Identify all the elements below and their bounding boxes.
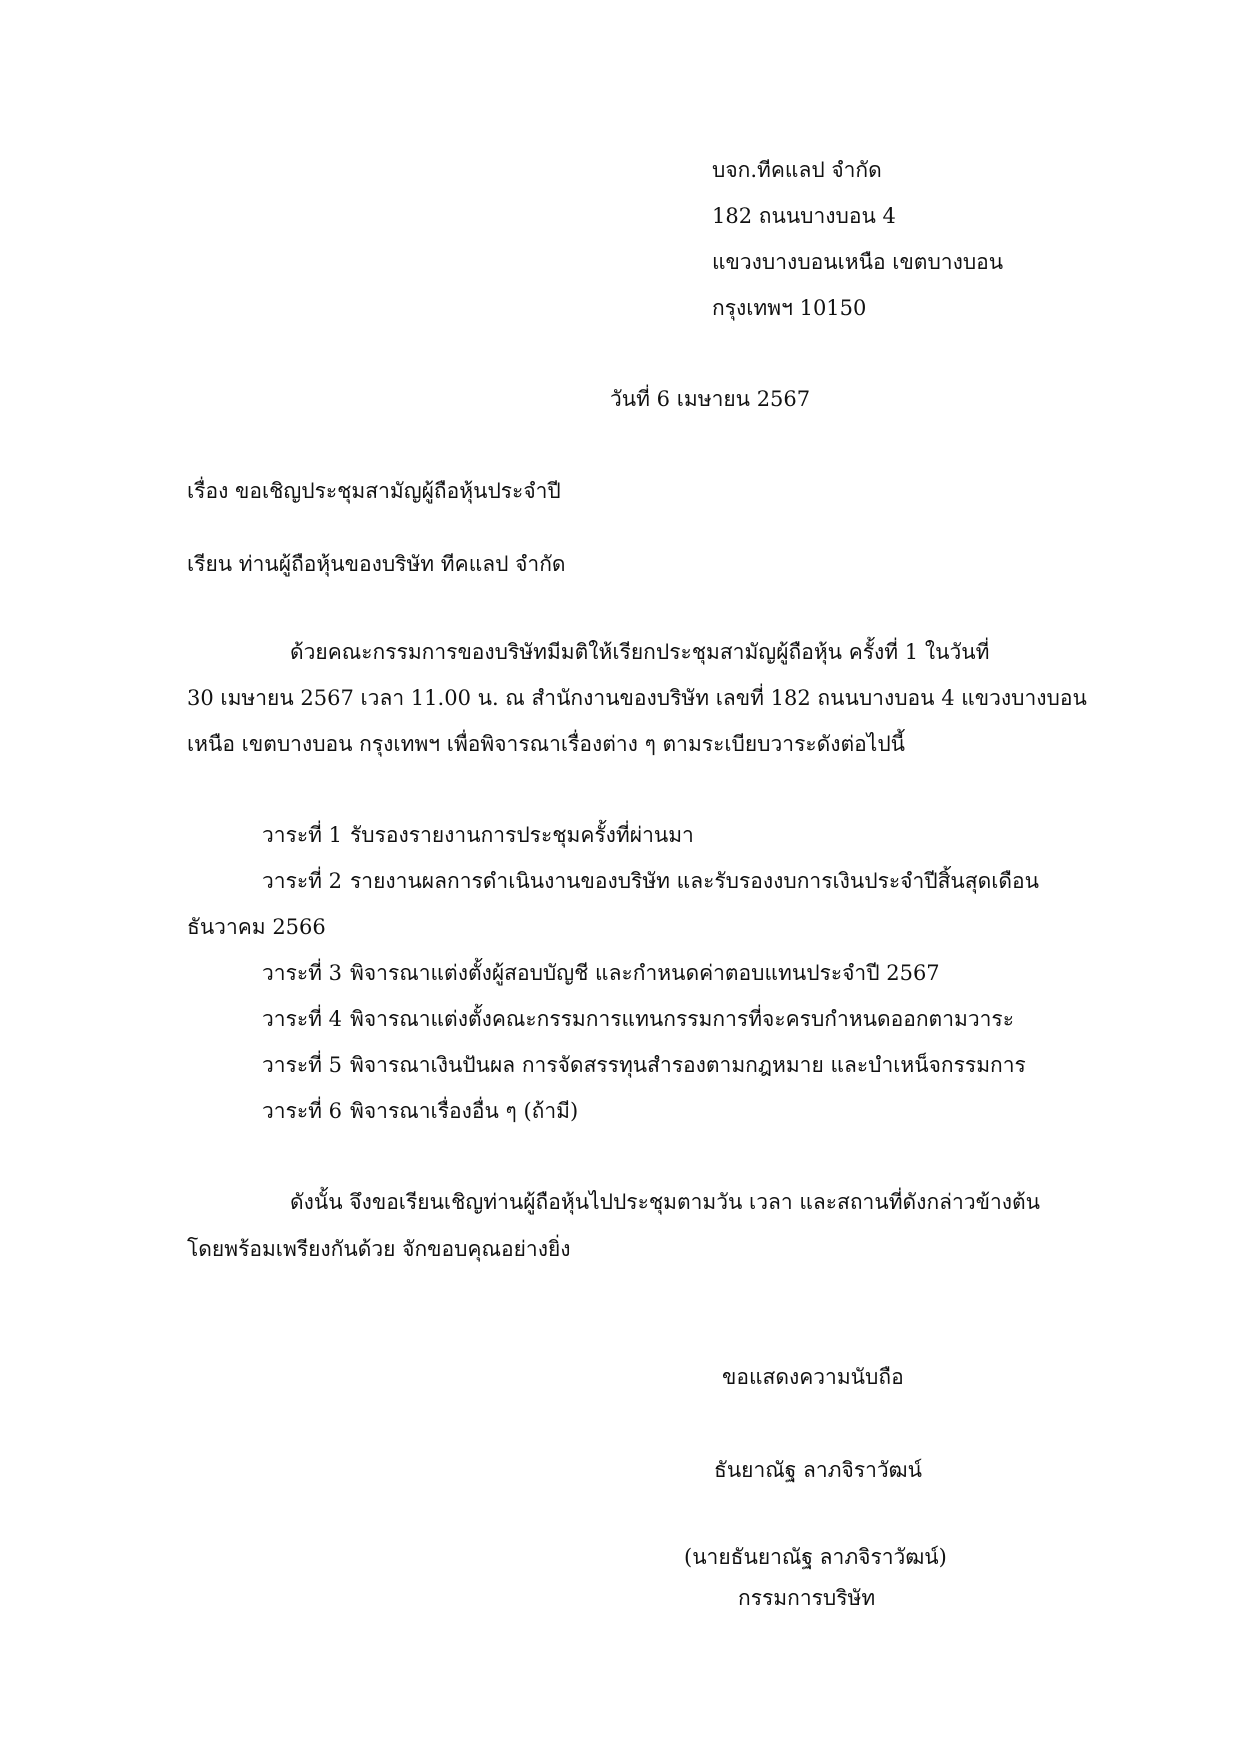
closing-line-1: ดังนั้น จึงขอเรียนเชิญท่านผู้ถือหุ้นไปประชุมตามวัน เวลา และสถานที่ดังกล่าวข้างต้น: [290, 1190, 1041, 1214]
agenda-item: [262, 1099, 578, 1124]
closing-line-2: โดยพร้อมเพรียงกันด้วย จักขอบคุณอย่างยิ่ง: [187, 1237, 571, 1261]
agenda-number: วาระที่ 3: [262, 961, 343, 985]
signature-salutation: ขอแสดงความนับถือ: [722, 1365, 904, 1389]
agenda-number: วาระที่ 2: [262, 869, 343, 893]
agenda-number: วาระที่ 6: [262, 1099, 343, 1123]
intro-line-3: เหนือ เขตบางบอน กรุงเทพฯ เพื่อพิจารณาเรื่องต่าง ๆ ตามระเบียบวาระดังต่อไปนี้: [187, 732, 906, 756]
agenda-number: วาระที่ 5: [262, 1053, 343, 1077]
agenda-number: วาระที่ 1: [262, 823, 343, 847]
sender-address-line3: กรุงเทพฯ 10150: [712, 296, 867, 320]
signature-signed-name: ธันยาณัฐ ลาภจิราวัฒน์: [714, 1458, 923, 1482]
agenda-text: รับรองรายงานการประชุมครั้งที่ผ่านมา: [350, 823, 694, 847]
sender-company: บจก.ทีคแลป จำกัด: [712, 158, 882, 182]
sender-address-line2: แขวงบางบอนเหนือ เขตบางบอน: [712, 250, 1004, 274]
signature-title: กรรมการบริษัท: [738, 1586, 876, 1610]
agenda-text: พิจารณาเงินปันผล การจัดสรรทุนสำรองตามกฎหมาย และบำเหน็จกรรมการ: [350, 1053, 1026, 1077]
agenda-number: วาระที่ 4: [262, 1007, 343, 1031]
intro-line-1: ด้วยคณะกรรมการของบริษัทมีมติให้เรียกประชุมสามัญผู้ถือหุ้น ครั้งที่ 1 ในวันที่: [290, 640, 990, 664]
agenda-text: พิจารณาเรื่องอื่น ๆ (ถ้ามี): [350, 1099, 579, 1123]
signature-printed-name: (นายธันยาณัฐ ลาภจิราวัฒน์): [684, 1545, 947, 1569]
sender-address-line1: 182 ถนนบางบอน 4: [712, 204, 896, 228]
agenda-text: พิจารณาแต่งตั้งผู้สอบบัญชี และกำหนดค่าตอบแทนประจำปี 2567: [350, 961, 940, 985]
letter-subject: เรื่อง ขอเชิญประชุมสามัญผู้ถือหุ้นประจำปี: [187, 479, 561, 503]
letter-recipient: เรียน ท่านผู้ถือหุ้นของบริษัท ทีคแลป จำกัด: [187, 552, 566, 576]
agenda-item: [262, 1007, 1014, 1032]
agenda-text: รายงานผลการดำเนินงานของบริษัท และรับรองงบการเงินประจำปีสิ้นสุดเดือน: [350, 869, 1040, 893]
agenda-item: [262, 869, 1039, 894]
agenda-item: [262, 961, 940, 986]
agenda-item: [262, 823, 694, 848]
agenda-continuation: ธันวาคม 2566: [187, 915, 326, 939]
agenda-item: [262, 1053, 1026, 1078]
letter-date: วันที่ 6 เมษายน 2567: [610, 387, 811, 411]
agenda-text: พิจารณาแต่งตั้งคณะกรรมการแทนกรรมการที่จะครบกำหนดออกตามวาระ: [350, 1007, 1014, 1031]
intro-line-2: 30 เมษายน 2567 เวลา 11.00 น. ณ สำนักงานของบริษัท เลขที่ 182 ถนนบางบอน 4 แขวงบางบอน: [187, 686, 1087, 710]
